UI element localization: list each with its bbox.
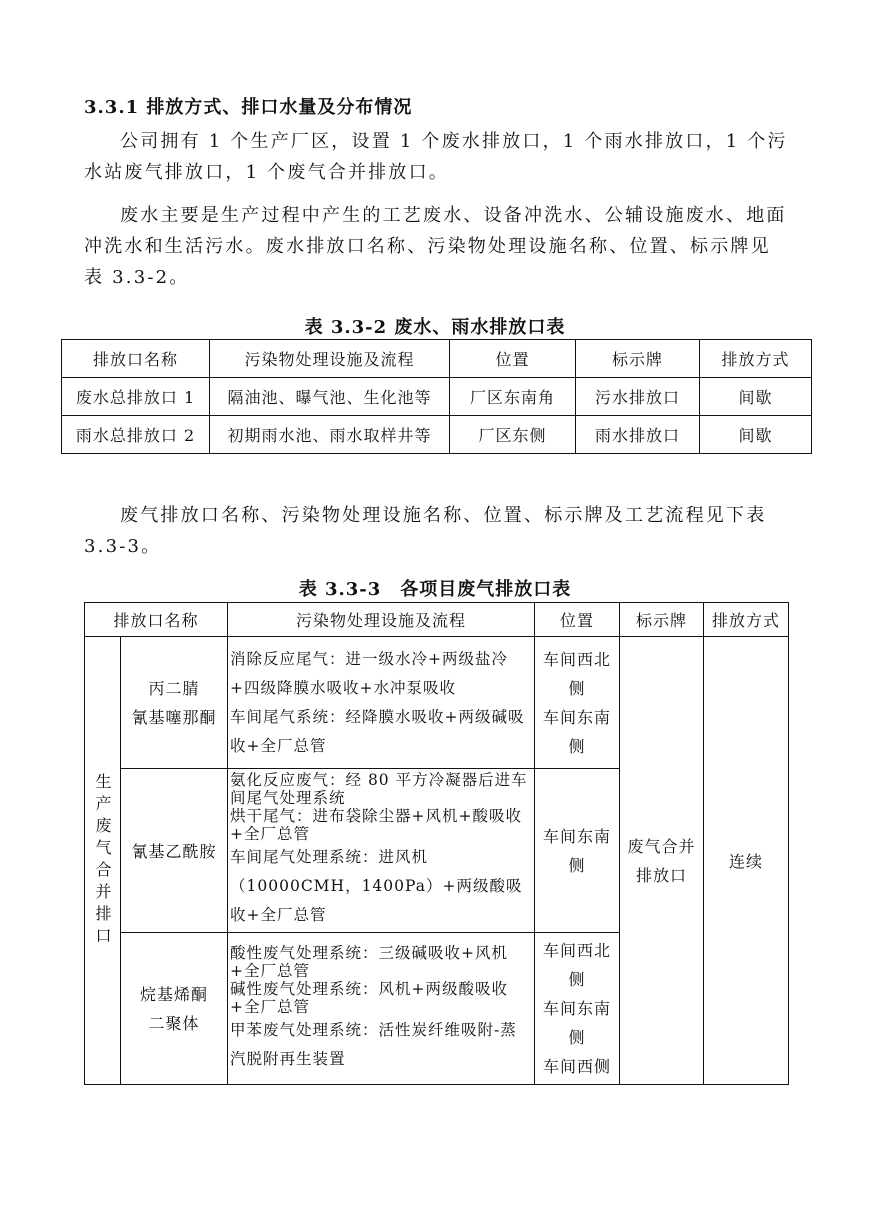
table-cell: 厂区东南角 [450, 378, 576, 416]
process-line: 氨化反应废气：经 80 平方冷凝器后进车间尾气处理系统 [230, 771, 528, 807]
table-cell: 厂区东侧 [450, 416, 576, 454]
table-row [85, 637, 789, 769]
table-header-row [85, 603, 789, 637]
table-cell: 雨水排放口 [576, 416, 700, 454]
process-line: 酸性废气处理系统：三级碱吸收+风机+全厂总管 [230, 943, 509, 980]
paragraph-1: 公司拥有 1 个生产厂区，设置 1 个废水排放口，1 个雨水排放口，1 个污水站废气排放口，1 个废气合并排放口。 [84, 131, 788, 183]
process-line: 车间尾气系统：经降膜水吸收+两级碱吸收+全厂总管 [230, 707, 525, 755]
location-line: 车间东南侧 [543, 707, 612, 756]
group-cell [85, 637, 121, 1085]
location-cell [535, 637, 620, 769]
table-row [62, 416, 812, 454]
header-cell: 标示牌 [620, 603, 704, 637]
table-cell: 初期雨水池、雨水取样井等 [210, 416, 450, 454]
process-line: 甲苯废气处理系统：活性炭纤维吸附-蒸汽脱附再生装置 [230, 1020, 517, 1068]
paragraph-2: 废水主要是生产过程中产生的工艺废水、设备冲洗水、公辅设施废水、地面冲洗水和生活污水。废水排放口名称、污染物处理设施名称、位置、标示牌见表 3.3-2。 [84, 205, 787, 288]
sign-cell [620, 637, 704, 1085]
table-cell: 污水排放口 [576, 378, 700, 416]
process-line: 消除反应尾气：进一级水冷+两级盐冷+四级降膜水吸收+水冲泵吸收 [230, 649, 509, 697]
exhaust-outlet-table [84, 602, 789, 1085]
header-cell: 污染物处理设施及流程 [228, 603, 535, 637]
header-cell: 污染物处理设施及流程 [210, 340, 450, 378]
header-cell: 排放方式 [700, 340, 812, 378]
table-cell: 间歇 [700, 416, 812, 454]
section-heading: 3.3.1 排放方式、排口水量及分布情况 [84, 97, 413, 118]
product-name-cell: 烷基烯酮 二聚体 [121, 933, 228, 1085]
sign-label: 废气合并排放口 [627, 836, 696, 885]
table-cell: 雨水总排放口 2 [62, 416, 210, 454]
process-line: 烘干尾气：进布袋除尘器+风机+酸吸收+全厂总管 [230, 807, 522, 843]
location-cell [535, 933, 620, 1085]
location-cell [535, 769, 620, 933]
table-cell: 废水总排放口 1 [62, 378, 210, 416]
process-cell [228, 933, 535, 1085]
mode-cell: 连续 [704, 637, 789, 1085]
table-row [62, 378, 812, 416]
location-line: 车间西北侧 [543, 941, 612, 989]
group-label: 生产废气合并排口 [93, 772, 112, 949]
process-line: 碱性废气处理系统：风机+两级酸吸收+全厂总管 [230, 979, 509, 1016]
table-header-row [62, 340, 812, 378]
header-cell: 标示牌 [576, 340, 700, 378]
header-cell: 排放口名称 [85, 603, 228, 637]
location-line: 车间东南侧 [543, 999, 612, 1047]
header-cell: 位置 [450, 340, 576, 378]
header-cell: 排放方式 [704, 603, 789, 637]
wastewater-outlet-table [61, 339, 812, 454]
location-line: 车间西北侧 [543, 649, 612, 698]
header-cell: 位置 [535, 603, 620, 637]
header-cell: 排放口名称 [62, 340, 210, 378]
product-name-cell: 氰基乙酰胺 [121, 769, 228, 933]
table-cell: 间歇 [700, 378, 812, 416]
table-caption-3-3-3: 表 3.3-3 各项目废气排放口表 [298, 579, 572, 600]
process-cell [228, 769, 535, 933]
location-line: 车间西侧 [543, 1057, 612, 1076]
location-line: 车间东南侧 [543, 826, 612, 875]
product-name-cell: 丙二腈 氰基噻那酮 [121, 637, 228, 769]
process-cell [228, 637, 535, 769]
table-caption-3-3-2: 表 3.3-2 废水、雨水排放口表 [304, 317, 566, 338]
process-line: 车间尾气处理系统：进风机（10000CMH，1400Pa）+两级酸吸收+全厂总管 [230, 848, 523, 924]
paragraph-3: 废气排放口名称、污染物处理设施名称、位置、标示牌及工艺流程见下表 3.3-3。 [84, 505, 767, 557]
table-cell: 隔油池、曝气池、生化池等 [210, 378, 450, 416]
